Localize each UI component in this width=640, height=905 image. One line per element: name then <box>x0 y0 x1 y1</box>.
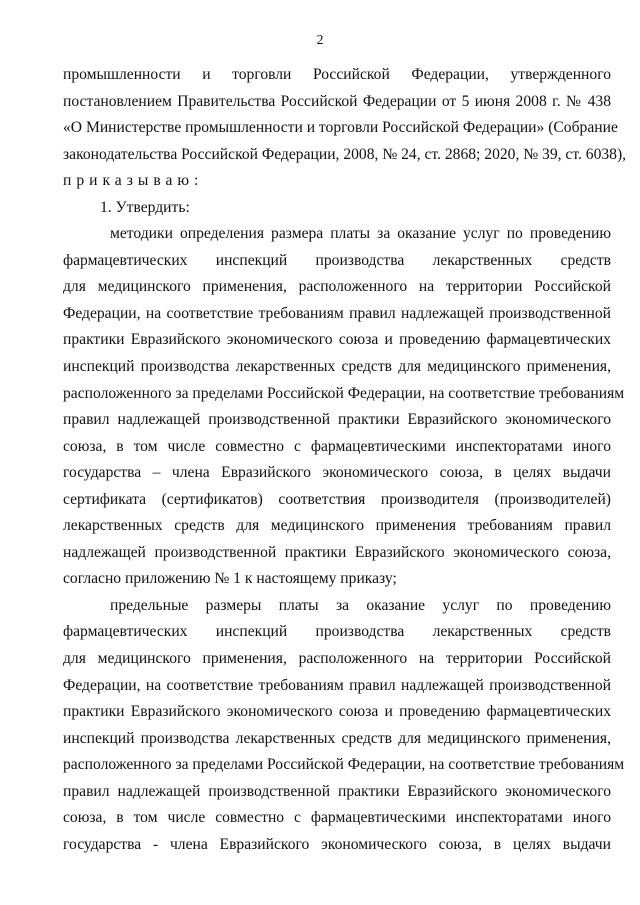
text-line: союза, в том числе совместно с фармацевтическими инспекторатами иного <box>63 437 611 455</box>
text-line: Федерации, на соответствие требованиям правил надлежащей производственной <box>63 304 611 322</box>
text-line: для медицинского применения, расположенного на территории Российской <box>63 650 611 668</box>
text-line: государства – члена Евразийского экономического союза, в целях выдачи <box>63 464 611 482</box>
text-line: практики Евразийского экономического союза и проведению фармацевтических <box>63 331 611 349</box>
text-line: правил надлежащей производственной практики Евразийского экономического <box>63 411 611 429</box>
text-line: расположенного за пределами Российской Федерации, на соответствие требованиям <box>63 384 625 402</box>
text-line: инспекций производства лекарственных средств для медицинского применения, <box>63 358 611 376</box>
text-line: 1. Утвердить: <box>100 198 190 216</box>
text-line: надлежащей производственной практики Евразийского экономического союза, <box>63 543 611 561</box>
text-line: расположенного за пределами Российской Федерации, на соответствие требованиям <box>63 756 625 774</box>
text-line: лекарственных средств для медицинского применения требованиям правил <box>63 517 611 535</box>
text-line: приказываю: <box>63 172 204 190</box>
text-line: инспекций производства лекарственных средств для медицинского применения, <box>63 729 611 747</box>
text-line: «О Министерстве промышленности и торговли Российской Федерации» (Собрание <box>63 119 618 137</box>
text-line: Федерации, на соответствие требованиям правил надлежащей производственной <box>63 676 611 694</box>
text-line: постановлением Правительства Российской Федерации от 5 июня 2008 г. № 438 <box>63 92 611 110</box>
text-line: союза, в том числе совместно с фармацевтическими инспекторатами иного <box>63 809 611 827</box>
text-line: практики Евразийского экономического союза и проведению фармацевтических <box>63 703 611 721</box>
text-line: методики определения размера платы за оказание услуг по проведению <box>110 225 611 243</box>
text-line: государства - члена Евразийского экономического союза, в целях выдачи <box>63 835 611 853</box>
text-line: фармацевтических инспекций производства лекарственных средств <box>63 623 611 641</box>
text-line: правил надлежащей производственной практики Евразийского экономического <box>63 782 611 800</box>
text-line: промышленности и торговли Российской Федерации, утвержденного <box>63 66 611 83</box>
text-line: фармацевтических инспекций производства лекарственных средств <box>63 251 611 269</box>
document-body <box>63 62 627 858</box>
text-line: сертификата (сертификатов) соответствия производителя (производителей) <box>63 490 611 508</box>
page-number: 2 <box>316 33 324 48</box>
text-line: для медицинского применения, расположенного на территории Российской <box>63 278 611 296</box>
text-line: согласно приложению № 1 к настоящему приказу; <box>63 570 397 588</box>
text-line: предельные размеры платы за оказание услуг по проведению <box>110 596 611 614</box>
text-line: законодательства Российской Федерации, 2008, № 24, ст. 2868; 2020, № 39, ст. 6038), <box>63 145 627 163</box>
